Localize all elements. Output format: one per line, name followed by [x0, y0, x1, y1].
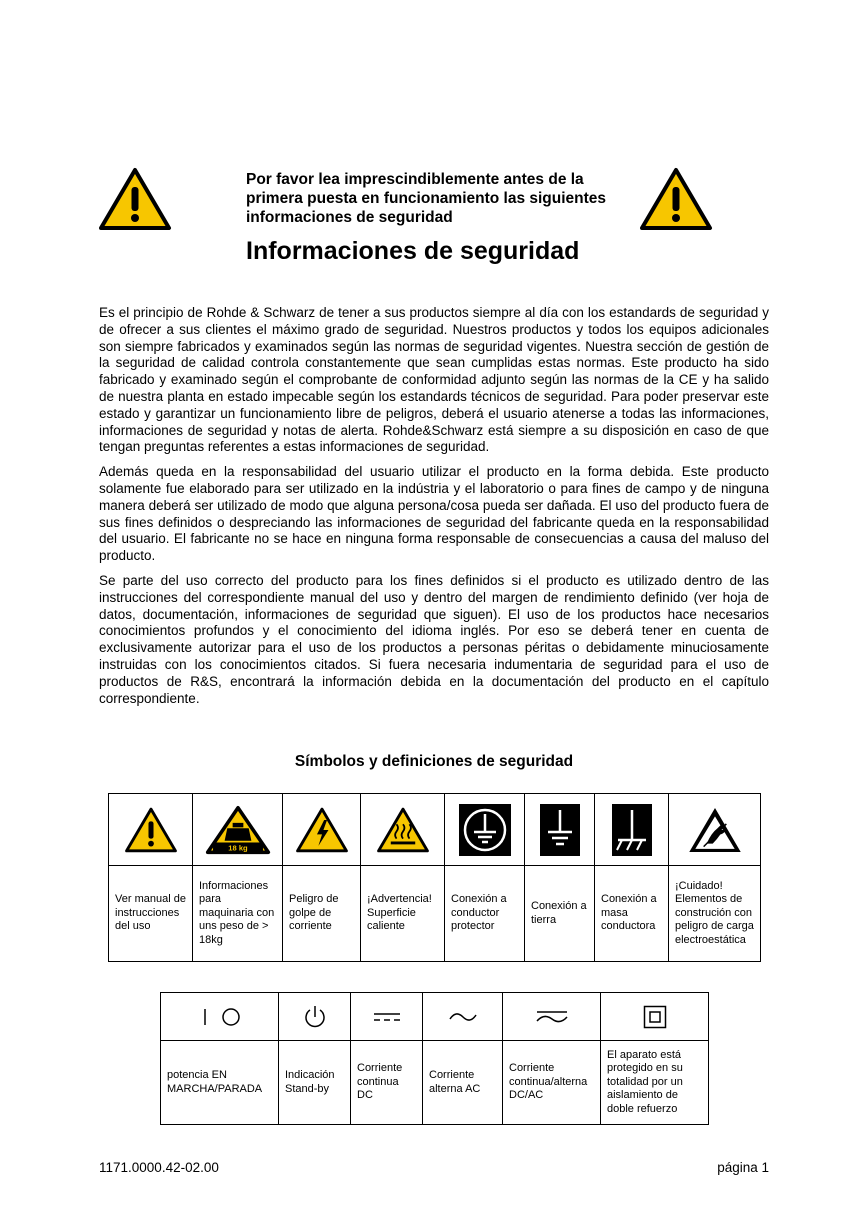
intro-notice: Por favor lea imprescindiblemente antes de la primera puesta en funcionamiento las siguientes informaciones de seguridad	[246, 171, 607, 226]
section-title: Símbolos y definiciones de seguridad	[294, 753, 574, 770]
symbol-label: El aparato está protegido en su totalidad por un aislamiento de doble refuerzo	[601, 1041, 709, 1125]
page-number: página 1	[717, 1160, 769, 1175]
symbol-cell	[279, 993, 351, 1041]
symbol-label: Corriente continua DC	[351, 1041, 423, 1125]
symbol-label: ¡Cuidado! Elementos de construción con peligro de carga electroestática	[669, 866, 761, 962]
page-title: Informaciones de seguridad	[246, 237, 580, 265]
paragraph: Además queda en la responsabilidad del usuario utilizar el producto en la forma debida. Este producto solamente fue elaborado para ser utilizado en la indústria y el laboratorio o para fines de campo y de ninguna manera deberá ser utilizado de modo que alguna persona/cosa pueda ser dañada. El uso del producto fuera de sus fines definidos o despreciando las informaciones de seguridad del fabricante queda en la responsabilidad del usuario. El fabricante no se hace en ninguna forma responsable de consecuencias a causa del maluso del producto.	[99, 464, 769, 564]
symbol-label: Peligro de golpe de corriente	[283, 866, 361, 962]
symbol-cell	[193, 794, 283, 866]
electric-shock-icon	[295, 807, 349, 853]
symbol-cell	[503, 993, 601, 1041]
ground-icon	[540, 804, 580, 856]
dc-icon	[372, 1009, 402, 1025]
weight-label: 18 kg	[227, 843, 248, 853]
protective-conductor-icon	[459, 804, 511, 856]
symbol-label: Ver manual de instrucciones del uso	[109, 866, 193, 962]
heavy-weight-icon	[205, 805, 271, 855]
dc-ac-icon	[535, 1008, 569, 1026]
warning-triangle-icon	[639, 167, 713, 231]
ac-icon	[448, 1009, 478, 1025]
standby-icon	[302, 1004, 328, 1030]
chassis-ground-icon	[612, 804, 652, 856]
symbols-table-2	[160, 992, 709, 1125]
esd-icon	[687, 805, 743, 855]
symbol-cell	[109, 794, 193, 866]
symbol-cell	[361, 794, 445, 866]
double-insulation-icon	[643, 1005, 667, 1029]
symbol-cell	[601, 993, 709, 1041]
symbol-label: Indicación Stand-by	[279, 1041, 351, 1125]
doc-number: 1171.0000.42-02.00	[99, 1160, 219, 1175]
symbol-cell	[525, 794, 595, 866]
symbol-label: Corriente alterna AC	[423, 1041, 503, 1125]
symbol-label: Corriente continua/alterna DC/AC	[503, 1041, 601, 1125]
symbol-cell	[351, 993, 423, 1041]
symbol-cell	[595, 794, 669, 866]
symbol-label: Conexión a tierra	[525, 866, 595, 962]
paragraph: Es el principio de Rohde & Schwarz de tener a sus productos siempre al día con los estandards de seguridad y de ofrecer a sus clientes el máximo grado de seguridad. Nuestros productos y todos los equipos adicionales son siempre fabricados y examinados según las normas de seguridad vigentes. Nuestra sección de gestión de la seguridad de calidad controla constantemente que sean cumplidas estas normas. Este producto ha sido fabricado y examinado según el comprobante de conformidad adjunto según las normas de la CE y ha salido de nuestra planta en estado impecable según los estandards técnicos de seguridad. Para poder preservar este estado y garantizar un funcionamiento libre de peligros, deberá el usuario atenerse a todas las informaciones, informaciones de seguridad y notas de alerta. Rohde&Schwarz está siempre a su disposición en caso de que tengan preguntas referentes a estas informaciones de seguridad.	[99, 305, 769, 455]
symbol-label: Informaciones para maquinaria con uns peso de > 18kg	[193, 866, 283, 962]
symbol-label: Conexión a conductor protector	[445, 866, 525, 962]
symbol-cell	[423, 993, 503, 1041]
warning-triangle-icon	[98, 167, 172, 231]
power-on-off-icon	[195, 1005, 245, 1029]
hot-surface-icon	[376, 807, 430, 853]
manual-warning-icon	[124, 807, 178, 853]
paragraph: Se parte del uso correcto del producto para los fines definidos si el producto es utilizado dentro de las instrucciones del correspondiente manual del uso y dentro del margen de rendimiento definido (ver hoja de datos, documentación, informaciones de seguridad que siguen). El uso de los productos hace necesarios conocimientos profundos y el conocimiento del idioma inglés. Por eso se deberá tener en cuenta de exclusivamente autorizar para el uso de los productos a personas péritas o debidamente minuciosamente instruidas con los conocimientos citados. Si fuera necesaria indumentaria de seguridad para el uso de productos de R&S, encontrará la información debida en la documentación del producto en el capítulo correspondiente.	[99, 572, 769, 706]
symbol-label: ¡Advertencia! Superficie caliente	[361, 866, 445, 962]
symbol-cell	[669, 794, 761, 866]
symbol-label: Conexión a masa conductora	[595, 866, 669, 962]
symbols-table-1	[108, 793, 761, 962]
body-text	[99, 305, 769, 715]
symbol-cell	[445, 794, 525, 866]
symbol-cell	[161, 993, 279, 1041]
symbol-label: potencia EN MARCHA/PARADA	[161, 1041, 279, 1125]
symbol-cell	[283, 794, 361, 866]
